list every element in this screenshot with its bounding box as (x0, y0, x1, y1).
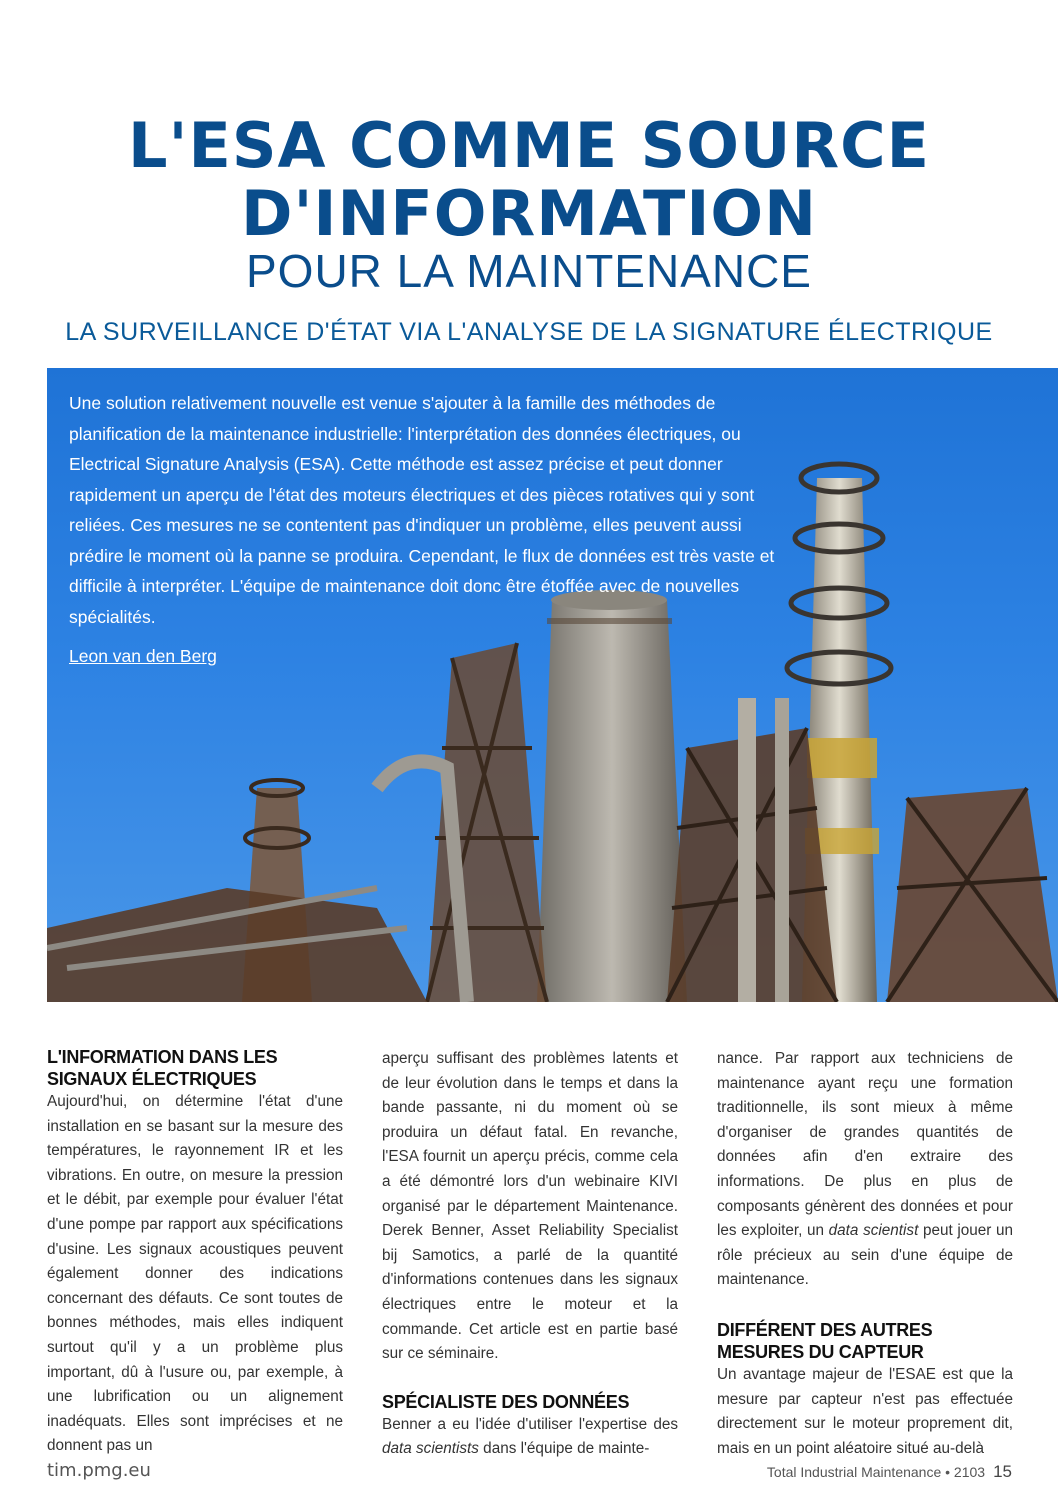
title-line-3: POUR LA MAINTENANCE (246, 245, 812, 297)
title-line-1: L'ESA COMME SOURCE (128, 109, 930, 182)
footer-website[interactable]: tim.pmg.eu (47, 1460, 151, 1481)
col3-paragraph: nance. Par rapport aux techniciens de maintenance ayant reçu une formation traditionnelle, ils sont mieux à même d'organiser de grandes quantités de données afin d'en extraire des informations. De plus en plus de composants génèrent des données et pour les exploiter, un data scientist peut jouer un rôle précieux au sein d'une équipe de maintenance. (717, 1050, 1013, 1289)
column-2 (382, 1047, 678, 1462)
page-number: 15 (993, 1462, 1012, 1481)
heading-different-mesures: DIFFÉRENT DES AUTRES MESURES DU CAPTEUR (717, 1319, 933, 1362)
intro-text: Une solution relativement nouvelle est venue s'ajouter à la famille des méthodes de planification de la maintenance industrielle: l'interprétation des données électriques, ou Electrical Signature Analysis (ESA). Cette méthode est assez précise et peut donner rapidement un aperçu de l'état des moteurs électriques et des pièces rotatives qui y sont reliées. Ces mesures ne se contentent pas d'indiquer un problème, elles peuvent aussi prédire le moment où la panne se produira. Cependant, le flux de données est très vaste et difficile à interpréter. L'équipe de maintenance doit donc être étoffée avec de nouvelles spécialités. (69, 393, 775, 627)
col1-paragraph: Aujourd'hui, on détermine l'état d'une installation en se basant sur la mesure des températures, le rayonnement IR et les vibrations. En outre, on mesure la pression et le débit, par exemple pour évaluer l'état d'une pompe par rapport aux spécifications d'usine. Les signaux acoustiques peuvent également donner des indications concernant des défauts. Ce sont toutes de bonnes méthodes, mais elles indiquent surtout qu'il y a un problème plus important, dû à l'usure ou, par exemple, à une lubrification ou un alignement inadéquats. Elles sont imprécises et ne donnent pas un (47, 1093, 343, 1455)
col3-paragraph-2: Un avantage majeur de l'ESAE est que la mesure par capteur n'est pas effectuée directement sur le moteur proprement dit, mais en un point aléatoire situé au-delà (717, 1365, 1013, 1457)
footer-publication (767, 1462, 1012, 1482)
article-subtitle: LA SURVEILLANCE D'ÉTAT VIA L'ANALYSE DE LA SIGNATURE ÉLECTRIQUE (65, 318, 993, 346)
col2-paragraph-2: Benner a eu l'idée d'utiliser l'expertise des data scientists dans l'équipe de mainte- (382, 1415, 678, 1458)
hero-image (47, 368, 1058, 1002)
intro-block (69, 388, 789, 672)
article-title (0, 109, 1058, 297)
col2-paragraph: aperçu suffisant des problèmes latents et de leur évolution dans le temps et dans la bande passante, ni du moment où se produira un défaut fatal. En revanche, l'ESA fournit un aperçu précis, comme cela a été démontré lors d'un webinaire KIVI organisé par le département Maintenance. Derek Benner, Asset Reliability Specialist bij Samotics, a parlé de la quantité d'informations contenues dans les signaux électriques entre le moteur et la commande. Cet article est en partie basé sur ce séminaire. (382, 1050, 678, 1363)
author-link[interactable]: Leon van den Berg (69, 646, 217, 666)
column-3 (717, 1047, 1013, 1461)
heading-information-signaux: L'INFORMATION DANS LES SIGNAUX ÉLECTRIQUES (47, 1047, 278, 1089)
column-1 (47, 1046, 343, 1459)
heading-specialiste-donnees: SPÉCIALISTE DES DONNÉES (382, 1391, 630, 1412)
publication-name: Total Industrial Maintenance • 2103 (766, 1464, 986, 1480)
title-line-2: D'INFORMATION (240, 177, 818, 250)
